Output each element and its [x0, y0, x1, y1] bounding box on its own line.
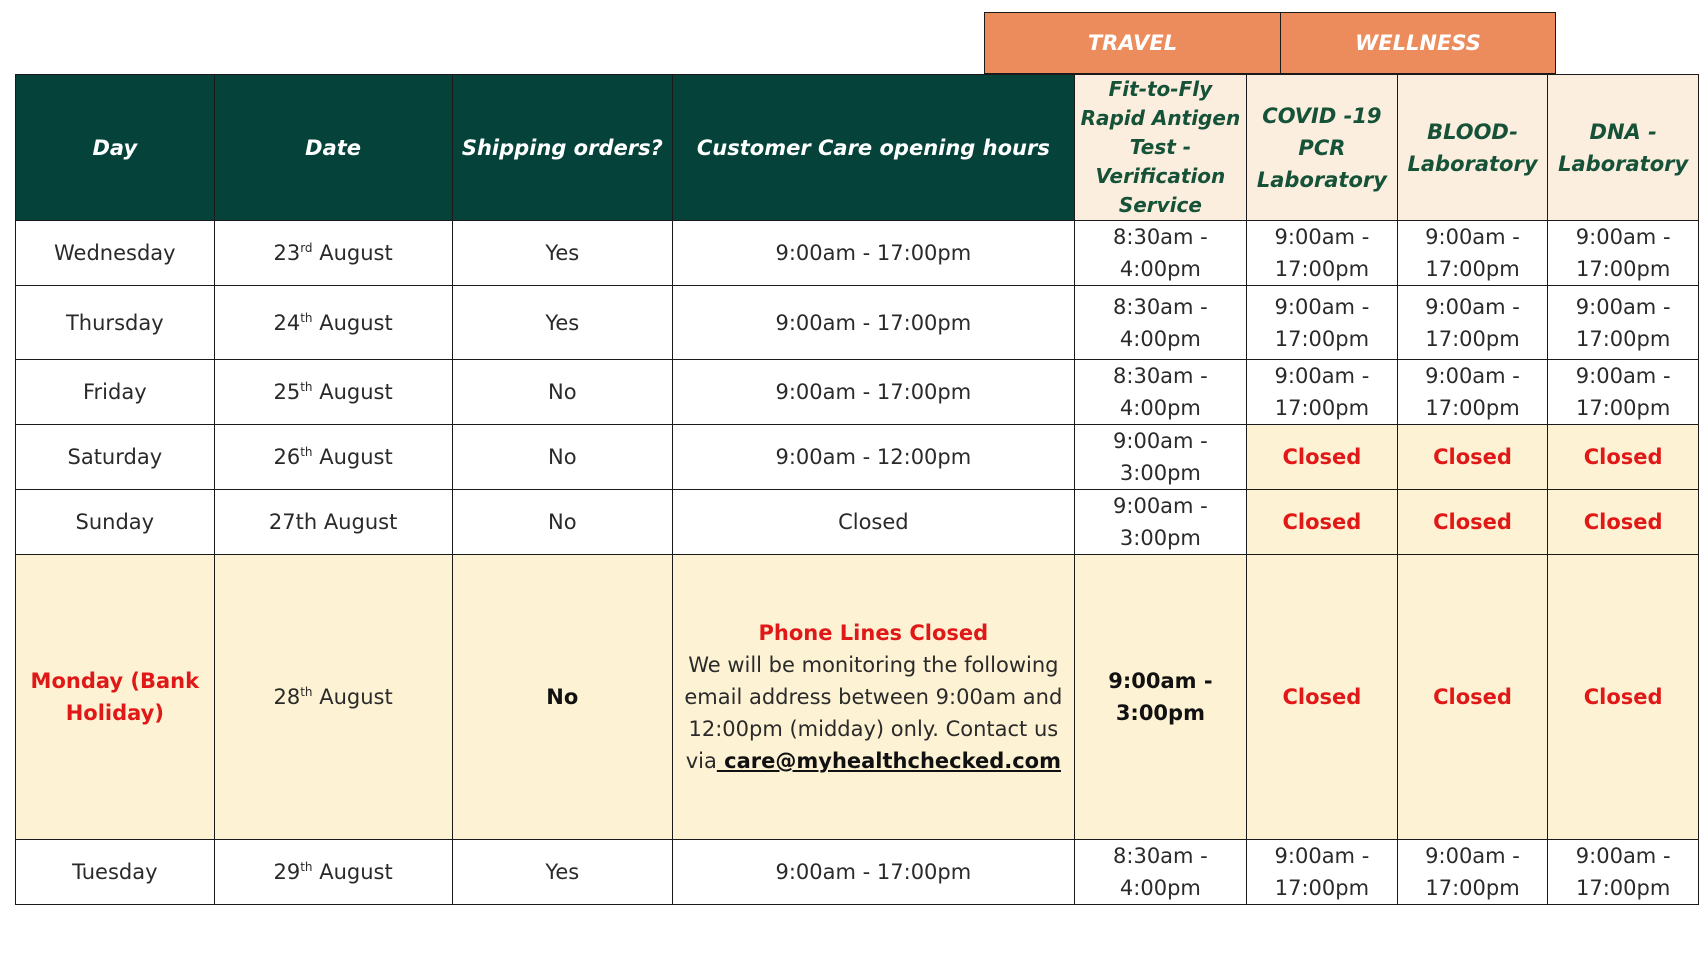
phone-lines-closed-title: Phone Lines Closed	[758, 621, 989, 645]
header-dna: DNA - Laboratory	[1548, 75, 1699, 221]
table-row	[16, 221, 1699, 286]
dna-closed-cell: Closed	[1548, 425, 1699, 490]
header-blood: BLOOD- Laboratory	[1397, 75, 1548, 221]
care-cell: 9:00am - 17:00pm	[673, 840, 1075, 905]
blood-closed-cell: Closed	[1397, 425, 1548, 490]
date-cell: 23rd August	[214, 221, 452, 286]
date-cell: 27th August	[214, 490, 452, 555]
dna-cell: 9:00am - 17:00pm	[1548, 840, 1699, 905]
care-cell: 9:00am - 17:00pm	[673, 221, 1075, 286]
wellness-group-header: WELLNESS	[1280, 12, 1556, 74]
shipping-cell: Yes	[452, 221, 672, 286]
travel-group-header: TRAVEL	[984, 12, 1281, 74]
header-day: Day	[16, 75, 215, 221]
header-pcr: COVID -19 PCR Laboratory	[1247, 75, 1398, 221]
care-cell	[673, 555, 1075, 840]
monitoring-notice: We will be monitoring the following email address between 9:00am and 12:00pm (midday) only. Contact us via	[684, 653, 1063, 773]
fit-cell: 9:00am - 3:00pm	[1074, 490, 1246, 555]
date-cell: 24th August	[214, 286, 452, 360]
day-cell: Friday	[16, 360, 215, 425]
day-cell: Tuesday	[16, 840, 215, 905]
shipping-cell: No	[452, 490, 672, 555]
care-email-link[interactable]: care@myhealthchecked.com	[716, 749, 1061, 773]
day-cell: Sunday	[16, 490, 215, 555]
header-shipping: Shipping orders?	[452, 75, 672, 221]
date-cell: 26th August	[214, 425, 452, 490]
blood-closed-cell: Closed	[1397, 490, 1548, 555]
pcr-closed-cell: Closed	[1247, 425, 1398, 490]
blood-cell: 9:00am - 17:00pm	[1397, 360, 1548, 425]
blood-closed-cell: Closed	[1397, 555, 1548, 840]
care-cell: 9:00am - 12:00pm	[673, 425, 1075, 490]
table-row	[16, 840, 1699, 905]
table-row	[16, 286, 1699, 360]
header-row	[16, 75, 1699, 221]
pcr-cell: 9:00am - 17:00pm	[1247, 360, 1398, 425]
fit-cell: 8:30am - 4:00pm	[1074, 221, 1246, 286]
blood-cell: 9:00am - 17:00pm	[1397, 221, 1548, 286]
fit-cell: 9:00am - 3:00pm	[1074, 425, 1246, 490]
shipping-cell: Yes	[452, 840, 672, 905]
dna-cell: 9:00am - 17:00pm	[1548, 360, 1699, 425]
header-customer-care: Customer Care opening hours	[673, 75, 1075, 221]
shipping-cell: No	[452, 425, 672, 490]
care-cell: 9:00am - 17:00pm	[673, 286, 1075, 360]
day-cell: Saturday	[16, 425, 215, 490]
day-cell: Thursday	[16, 286, 215, 360]
day-cell: Wednesday	[16, 221, 215, 286]
fit-cell: 8:30am - 4:00pm	[1074, 840, 1246, 905]
care-cell: 9:00am - 17:00pm	[673, 360, 1075, 425]
dna-closed-cell: Closed	[1548, 555, 1699, 840]
pcr-cell: 9:00am - 17:00pm	[1247, 840, 1398, 905]
dna-closed-cell: Closed	[1548, 490, 1699, 555]
table-row-bank-holiday	[16, 555, 1699, 840]
header-date: Date	[214, 75, 452, 221]
blood-cell: 9:00am - 17:00pm	[1397, 286, 1548, 360]
pcr-cell: 9:00am - 17:00pm	[1247, 286, 1398, 360]
header-fit-to-fly: Fit-to-Fly Rapid Antigen Test - Verification Service	[1074, 75, 1246, 221]
date-cell: 29th August	[214, 840, 452, 905]
date-cell: 25th August	[214, 360, 452, 425]
pcr-cell: 9:00am - 17:00pm	[1247, 221, 1398, 286]
shipping-cell: No	[452, 555, 672, 840]
shipping-cell: No	[452, 360, 672, 425]
table-row	[16, 360, 1699, 425]
dna-cell: 9:00am - 17:00pm	[1548, 286, 1699, 360]
care-cell: Closed	[673, 490, 1075, 555]
fit-cell: 8:30am - 4:00pm	[1074, 360, 1246, 425]
day-cell: Monday (Bank Holiday)	[16, 555, 215, 840]
opening-hours-table	[15, 74, 1699, 905]
date-cell: 28th August	[214, 555, 452, 840]
shipping-cell: Yes	[452, 286, 672, 360]
pcr-closed-cell: Closed	[1247, 555, 1398, 840]
fit-cell: 8:30am - 4:00pm	[1074, 286, 1246, 360]
pcr-closed-cell: Closed	[1247, 490, 1398, 555]
table-row	[16, 425, 1699, 490]
table-row	[16, 490, 1699, 555]
fit-cell: 9:00am - 3:00pm	[1074, 555, 1246, 840]
blood-cell: 9:00am - 17:00pm	[1397, 840, 1548, 905]
dna-cell: 9:00am - 17:00pm	[1548, 221, 1699, 286]
